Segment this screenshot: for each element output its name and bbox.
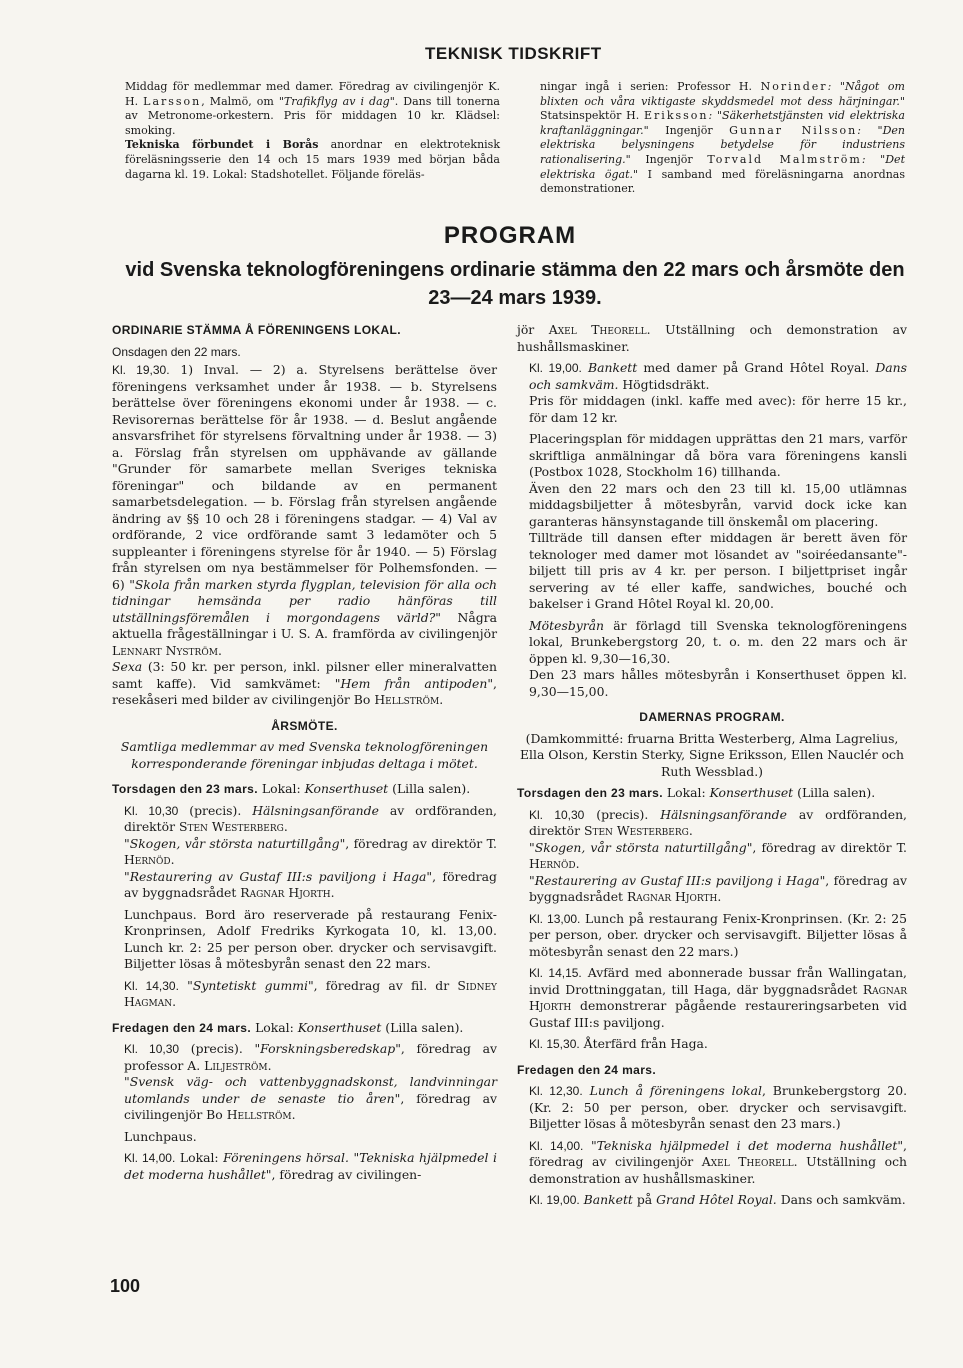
text: , Malmö, om [201, 94, 279, 108]
text: , föredrag av byggnadsrådet [124, 868, 497, 900]
lecture-title: "Hem från antipoden" [334, 675, 494, 691]
damkommitte: (Damkommitté: fruarna Britta Westerberg, Alma Lagrelius, Ella Olson, Kerstin Sterky, Signe Eriksson, Ellen Nauclér och Ruth Wessblad.) [520, 730, 904, 779]
speaker-name: Eriksson [644, 109, 709, 123]
lecture-title: "Forskningsberedskap" [254, 1041, 401, 1056]
text: Middag för medlemmar med damer. Föredrag av civilingenjör K. H. [125, 80, 500, 108]
text: , föredrag av byggnadsrådet [529, 872, 907, 904]
venue: Grand Hôtel Royal. [656, 1192, 777, 1207]
time-label: Kl. 13,00. [529, 911, 581, 926]
time-label: Kl. 14,15. [529, 966, 582, 980]
speaker-name: Lennart Nyström [112, 642, 218, 658]
text: Lokal: [257, 781, 305, 796]
right-column [517, 322, 907, 1214]
speaker-name: Hellström [374, 692, 440, 707]
speaker-name: Larsson [143, 94, 202, 108]
program-title: PROGRAM [443, 222, 577, 249]
agenda-item [517, 1138, 907, 1188]
text: , föredrag av direktör [345, 835, 487, 851]
lecture-title: "Skogen, vår största naturtillgång" [124, 835, 346, 851]
agenda-item [112, 907, 497, 973]
text: , föredrag av civilingenjör Bo [124, 1090, 497, 1122]
lecture-title: "Syntetiskt gummi" [187, 977, 314, 993]
time-label: Kl. 19,00. [529, 1193, 580, 1207]
text: , föredrag av direktör [752, 839, 897, 855]
text: . Utställning och demonstration av hushållsmaskiner. [517, 322, 907, 354]
text: Lunch på restaurang Fenix-Kronprinsen. (Kr. 2: 25 per person, ober. drycker och servisavgift. Biljetter lösas å mötesbyrån senast den 22 mars.) [529, 910, 907, 959]
speaker-name: A. Liljeström [187, 1057, 268, 1073]
speaker-name: Torvald Malmström [707, 152, 862, 166]
text: Högtidsdräkt. [618, 376, 710, 392]
time-label: Kl. 10,30 [124, 1042, 180, 1056]
lecture-title: "Restaurering av Gustaf III:s paviljong i Haga" [124, 868, 433, 884]
day-label-onsdag: Onsdagen den 22 mars. [112, 344, 241, 359]
fredag-heading [112, 1020, 497, 1037]
text: Den 23 mars hålles mötesbyrån i Konserthuset öppen kl. 9,30—15,00. [529, 667, 907, 699]
text: av ordföranden, direktör [124, 802, 497, 834]
text: . Dans till tonerna av Metronome-orkestern. Pris för middagen 10 kr. Klädsel: smoking. [125, 94, 500, 137]
agenda-item [112, 1150, 497, 1183]
text: , föredrag av fil. dr [313, 977, 458, 993]
text: demonstrerar pågående restaureringsarbeten vid Gustaf III:s paviljong. [529, 998, 907, 1030]
lecture-title: : "Något om blixten och våra viktigaste skyddsmedel mot dess härjningar." [540, 80, 905, 108]
text: Några aktuella frågeställningar i U. S. A. framförda av civilingenjör [112, 609, 497, 641]
text: I samband med föreläsningarna anordnas demonstrationer. [540, 167, 905, 196]
text: anordnar en elektroteknisk föreläsningsserie den 14 och 15 mars 1939 med början båda dagarna kl. 19. Lokal: Stadshotellet. Följande föreläs- [125, 138, 500, 181]
event-name: Bankett [579, 1192, 633, 1207]
section-heading-damernas: DAMERNAS PROGRAM. [639, 710, 785, 724]
stamma-agenda: Kl. 19,30. 1) Inval. — 2) a. Styrelsens berättelse över föreningens verksamhet under år 1938. — b. Styrelsens berättelse över föreningens ekonomi under år 1938. — c. Revisorernas berättelse för år 1938. — d. Beslut angående ansvarsfrihet för styrelsens förvaltning under år 1938. — 3) a. Förslag från styrelsen om upphävande av gällande "Grunder för samarbete mellan Sveriges tekniska föreningar" och bildande av en permanent samarbetsdelegation. — b. Förslag från styrelsen angående ändring av §§ 10 och 28 i föreningens stadgar. — 4) Val av ordförande, 2 vice ordförande samt 3 ledamöter och 5 suppleanter i föreningens styrelse för år 1940. — 5) Förslag från styrelsen om nya bestämmelser för Polhemsfonden. — 6) "Skola från marken styrda flygplan, television för alla och tidningar hemsända per radio hänföras till utställningsföremålen i morgondagens värld?" Några aktuella frågeställningar i U. S. A. framförda av civilingenjör Lennart Nyström. Sexa (3: 50 kr. per person, inkl. pilsner eller mineralvatten samt kaffe). Vid samkvämet: "Hem från antipoden", resekåseri med bilder av civilingenjör Bo Hellström. [112, 362, 498, 707]
text: Lunchpaus. Bord äro reserverade på restaurang Fenix-Kronprinsen, Adolf Fredriks Kyrkogata 10, kl. 13,00. Lunch kr. 2: 25 per person ober. drycker och servisavgift. Biljetter lösas å mötesbyrån senast den 22 mars. [124, 906, 497, 971]
time-label: Kl. 19,00. [529, 361, 582, 375]
speaker-name: Ragnar Hjorth [626, 889, 718, 904]
agenda-item: Kl. 10,30 (precis). Hälsningsanförande av ordföranden, direktör Sten Westerberg. "Skogen, vår största naturtillgång", föredrag av direktör T. Hernöd. "Restaurering av Gustaf III:s paviljong i Haga", föredrag av byggnadsrådet Ragnar Hjorth. [124, 802, 497, 900]
time-label: Kl. 19,30. [112, 363, 170, 377]
program-subtitle: vid Svenska teknologföreningens ordinarie stämma den 22 mars och årsmöte den 23—24 mars 1939. [125, 259, 905, 309]
price-text: Pris för middagen (inkl. kaffe med avec): för herre 15 kr., för dam 12 kr. [529, 393, 907, 425]
venue: Konserthuset [709, 785, 794, 800]
lecture-title: "Skogen, vår största naturtillgång" [529, 839, 753, 855]
time-label: Kl. 10,30 [124, 803, 179, 818]
paragraph [517, 618, 907, 701]
agenda-item [517, 965, 907, 1031]
text: Dans och samkväm. [776, 1192, 906, 1207]
agenda-item: Kl. 14,30. "Syntetiskt gummi", föredrag av fil. dr Sidney Hagman. [124, 977, 497, 1009]
speaker-name: Ragnar Hjorth [529, 981, 907, 1013]
speaker-name: Sten Westerberg [583, 823, 689, 838]
lecture-title: : "Det elektriska ögat." [540, 152, 905, 181]
event-name: Bankett [581, 360, 638, 375]
venue: Konserthuset [304, 781, 389, 796]
text: , föredrag av professor [124, 1041, 498, 1073]
text: av ordföranden, direktör [529, 806, 907, 838]
text: Lokal: [175, 1150, 224, 1165]
text: , föredrag av civilingenjör [529, 1137, 907, 1169]
text: med damer på Grand Hôtel Royal. [637, 360, 876, 375]
text: Även den 22 mars och den 23 till kl. 15,00 utlämnas middagsbiljetter å mötesbyrån, varvid dock icke kan garanteras hänsynstagande till önskemål om placering. [529, 480, 907, 529]
time-label: Kl. 12,30. [529, 1084, 583, 1098]
event-name: Lunch å föreningens lokal [582, 1083, 762, 1098]
paragraph-middag [125, 80, 500, 138]
text: (precis). [584, 806, 661, 822]
text: Tillträde till dansen efter middagen är berett även för teknologer med damer mot lösandet av "soiréedansante"-biljett till pris av 4 kr. per person. I biljettpriset ingår servering av té eller kaffe, sandwiches, bouché och bakelser i Grand Hôtel Royal kl. 20,00. [529, 530, 907, 611]
agenda-item [517, 360, 907, 426]
continuation [517, 322, 907, 355]
fredag-heading [517, 1062, 907, 1079]
page-number: 100 [110, 1276, 141, 1296]
text: Statsinspektör H. [540, 109, 645, 123]
left-column [112, 322, 497, 1188]
lecture-title: Hälsningsanförande [660, 806, 787, 822]
text: , föredrag av civilingen- [271, 1166, 422, 1182]
section-heading-arsmote: ÅRSMÖTE. [271, 718, 338, 733]
venue: Föreningens hörsal. [223, 1150, 349, 1165]
text: , resekåseri med bilder av civilingenjör Bo [112, 675, 497, 707]
lecture-title: : "Säkerhetstjänsten vid elektriska kraftanläggningar." [540, 109, 905, 137]
speaker-name: Sten Westerberg [178, 819, 284, 834]
text: (Lilla salen). [381, 1019, 464, 1035]
top-left-column [125, 80, 500, 182]
day-label: Fredagen den 24 mars. [112, 1020, 252, 1035]
text: Lunchpaus. [124, 1128, 197, 1144]
section-heading-stamma: ORDINARIE STÄMMA Å FÖRENINGENS LOKAL. [112, 323, 402, 337]
lecture-title: "Svensk väg- och vattenbyggnadskonst, landvinningar utomlands under de senaste tio åren" [124, 1074, 497, 1106]
lecture-title: "Tekniska hjälpmedel i det moderna hushållet" [583, 1137, 904, 1153]
torsdag-heading [517, 785, 907, 802]
speaker-name: Gunnar Nilsson [729, 123, 858, 137]
time-label: Kl. 14,00. [124, 1151, 176, 1165]
venue: Konserthuset [297, 1019, 382, 1035]
speaker-name: Norinder [760, 80, 828, 93]
agenda-item [517, 911, 907, 961]
time-label: Kl. 14,00. [529, 1138, 584, 1153]
text: är förlagd till Svenska teknologföreningens lokal, Brunkebergstorg 20, t. o. m. den 22 mars och är öppen kl. 9,30—16,30. [529, 617, 907, 666]
day-label: Fredagen den 24 mars. [517, 1062, 657, 1077]
agenda-item [517, 1036, 907, 1053]
text: ningar ingå i serien: Professor H. [540, 80, 761, 93]
agenda-item: Kl. 10,30 (precis). Hälsningsanförande av ordföranden, direktör Sten Westerberg. "Skogen, vår största naturtillgång", föredrag av direktör T. Hernöd. "Restaurering av Gustaf III:s paviljong i Haga", föredrag av byggnadsrådet Ragnar Hjorth. [529, 806, 907, 904]
agenda-item [112, 1129, 497, 1146]
agenda-item [517, 1192, 907, 1209]
text: , Brunkebergstorg 20. (Kr. 2: 50 per person, ober. drycker och servisavgift. Biljetter lösas å mötesbyrån senast den 23 mars.) [529, 1083, 908, 1131]
agenda-item [517, 1083, 907, 1133]
speaker-name: T. Hernöd [529, 839, 907, 871]
text: (precis). [179, 1041, 255, 1056]
paragraph-lectures [540, 80, 905, 197]
text: Lokal: [662, 785, 710, 800]
sexa-label: Sexa [112, 659, 143, 674]
journal-title: TEKNISK TIDSKRIFT [425, 44, 602, 63]
text: 1) Inval. — 2) a. Styrelsens berättelse över föreningens verksamhet under år 1938. — b. Styrelsens berättelse över föreningens ekonomi under år 1938. — c. Revisorernas berättelse för år 1938. — d. Beslut angående ansvarsfrihet för styrelsens förvaltning under år 1938. — 3) a. Förslag från styrelsen om upphävande av gällande "Grunder för samarbete mellan Sveriges tekniska föreningar" och bildande av en permanent samarbetsdelegation. — b. Förslag från styrelsen angående ändring av §§ 10 och 28 i föreningens stadgar. — 4) Val av ordförande, 2 vice ordförande samt 3 ledamöter och 5 suppleanter i föreningens styrelse för år 1940. — 5) Förslag från styrelsen om nya bestämmelser för Polhemsfonden. — 6) [112, 362, 498, 592]
speaker-name: Hellström [226, 1107, 292, 1122]
text: . Utställning och demonstration av hushållsmaskiner. [529, 1154, 907, 1186]
text: Avfärd med abonnerade bussar från Wallingatan, invid Drottninggatan, till Haga, där byggnadsrådet [529, 965, 907, 997]
text: (Lilla salen). [793, 785, 876, 800]
text: (3: 50 kr. per person, inkl. pilsner eller mineralvatten samt kaffe). Vid samkvämet: [112, 659, 497, 691]
time-label: Kl. 10,30 [529, 807, 585, 822]
day-label: Torsdagen den 23 mars. [517, 786, 663, 800]
text: (precis). [178, 802, 253, 818]
text: Ingenjör [630, 152, 708, 166]
speaker-name: Sidney Hagman [124, 977, 497, 1009]
lecture-title: "Tekniska hjälpmedel i det moderna hushållet" [124, 1150, 497, 1182]
paragraph-boras [125, 138, 500, 182]
lecture-title: "Trafikflyg av i dag" [278, 94, 395, 108]
lecture-title: "Restaurering av Gustaf III:s paviljong i Haga" [529, 872, 826, 888]
time-label: Kl. 14,30. [124, 978, 179, 993]
text: jör [517, 322, 549, 337]
organization-name: Tekniska förbundet i Borås [125, 138, 319, 152]
speaker-name: Ragnar Hjorth [240, 885, 331, 900]
event-name: Dans och samkväm. [529, 360, 908, 392]
time-label: Kl. 15,30. [529, 1037, 580, 1051]
text: på [632, 1192, 657, 1207]
torsdag-heading [112, 781, 497, 798]
agenda-item: Kl. 10,30 (precis). "Forskningsberedskap", föredrag av professor A. Liljeström. "Svensk väg- och vattenbyggnadskonst, landvinningar utomlands under de senaste tio åren", föredrag av civilingenjör Bo Hellström. [124, 1041, 498, 1122]
speaker-name: Axel Theorell [548, 322, 647, 337]
lecture-title: : "Den elektriska belysningens betydelse för industriens rationalisering." [540, 123, 905, 166]
text: (Lilla salen). [388, 781, 471, 796]
day-label: Torsdagen den 23 mars. [112, 782, 258, 796]
invitation-text: Samtliga medlemmar av med Svenska teknologföreningen korresponderande föreningar inbjudas deltaga i mötet. [120, 739, 489, 771]
text: Återfärd från Haga. [579, 1036, 708, 1051]
text: Ingenjör [648, 123, 730, 137]
speaker-name: T. Hernöd [124, 835, 497, 867]
top-right-column [540, 80, 905, 197]
speaker-name: Axel Theorell [701, 1154, 794, 1169]
text: Placeringsplan för middagen upprättas den 21 mars, varför skriftliga anmälningar då böra vara föreningens kansli (Postbox 1028, Stockholm 16) tillhanda. [529, 431, 907, 479]
lecture-title: Hälsningsanförande [252, 802, 379, 818]
text: Lokal: [251, 1019, 298, 1035]
office-label: Mötesbyrån [529, 617, 605, 633]
arsmote-invitation [112, 739, 497, 772]
lecture-title: "Skola från marken styrda flygplan, television för alla och tidningar hemsända per radio hänföras till utställningsföremålen i morgondagens värld?" [112, 576, 497, 625]
paragraph [517, 431, 907, 613]
